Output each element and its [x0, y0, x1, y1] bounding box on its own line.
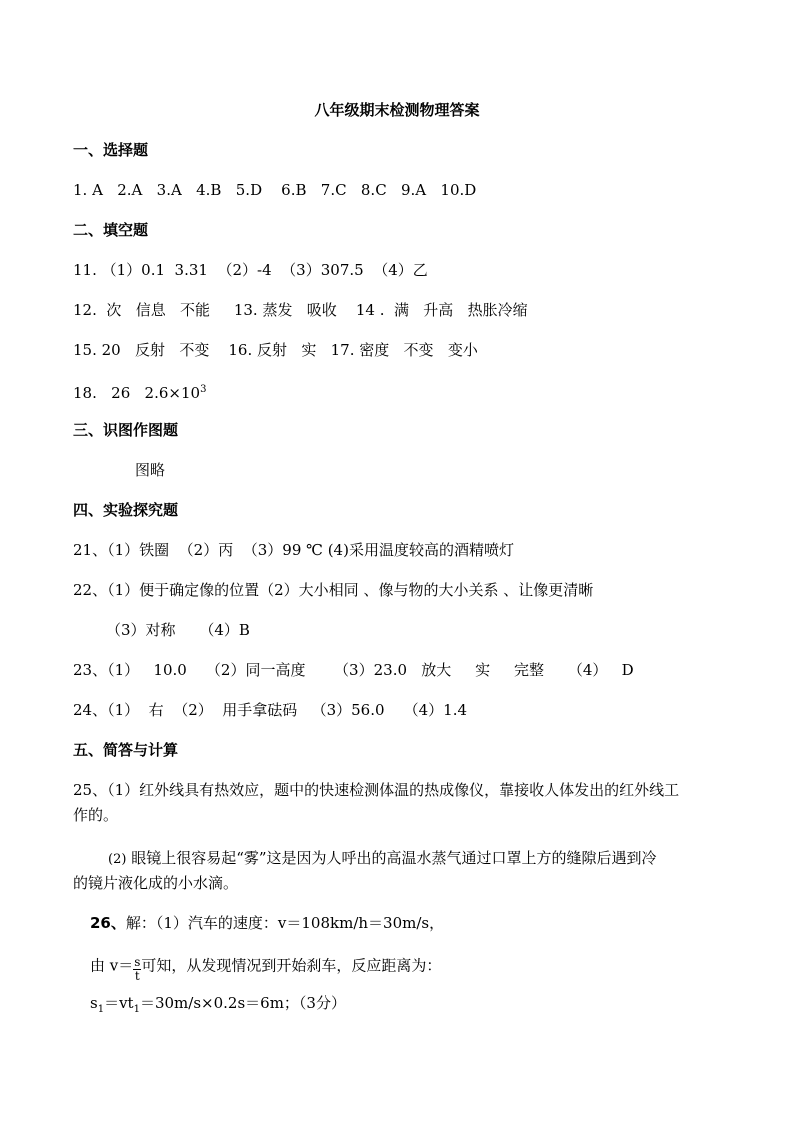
answer-q25-part2-number: (2) [108, 852, 127, 867]
answer-q18-exponent: 3 [200, 384, 207, 395]
velocity-time-term: ＝vt [104, 994, 134, 1012]
answer-q25-part1-line1: 25、（1）红外线具有热效应，题中的快速检测体温的热成像仪，靠接收人体发出的红外线工 [73, 781, 680, 799]
answer-q26-label: 26、 [90, 914, 126, 932]
fraction-denominator: t [134, 969, 140, 983]
section-choice-heading: 一、选择题 [73, 141, 149, 159]
answer-q15-17: 15. 20 反射 不变 16. 反射 实 17. 密度 不变 变小 [73, 341, 478, 359]
answer-q26-line2 [90, 953, 442, 983]
answer-q26-line3 [90, 993, 346, 1020]
answer-q22-line2: （3）对称 （4）B [106, 621, 250, 639]
answer-q26-formula-prefix: 由 v＝ [90, 956, 134, 975]
answer-q25-part2-line2: 的镜片液化成的小水滴。 [73, 874, 239, 892]
answer-q18-text: 18. 26 2.6×10 [73, 384, 201, 402]
answer-q26-text1: 解：（1）汽车的速度：v＝108km/h＝30m/s， [125, 914, 445, 932]
answer-q12-14: 12. 次 信息 不能 13. 蒸发 吸收 14 . 满 升高 热胀冷缩 [73, 301, 528, 319]
answer-q24: 24、（1） 右 （2） 用手拿砝码 （3）56.0 （4）1.4 [73, 701, 468, 719]
section-fill-heading: 二、填空题 [73, 221, 149, 239]
answer-q23: 23、（1） 10.0 （2）同一高度 （3）23.0 放大 实 完整 （4） D [73, 661, 634, 679]
section-calc-heading: 五、简答与计算 [73, 741, 179, 759]
fraction-numerator: s [134, 955, 141, 969]
answer-q25-part1-line2: 作的。 [73, 806, 119, 824]
answer-q26-line1 [90, 913, 444, 933]
answer-q25-part2-line1 [108, 848, 657, 870]
section-diagram-heading: 三、识图作图题 [73, 421, 179, 439]
answer-q25-part2-text: 眼镜上很容易起“雾”这是因为人呼出的高温水蒸气通过口罩上方的缝隙后遇到冷 [131, 849, 657, 867]
distance-subscript: 1 [97, 1004, 105, 1015]
answer-q26-formula-suffix: 可知，从发现情况到开始刹车，反应距离为： [141, 956, 442, 975]
choice-answers: 1. A 2.A 3.A 4.B 5.D 6.B 7.C 8.C 9.A 10.D [73, 181, 477, 199]
time-subscript: 1 [133, 1004, 140, 1015]
answer-q18 [73, 380, 206, 403]
distance-result: ＝30m/s×0.2s＝6m；（3分） [139, 994, 346, 1012]
diagram-omitted: 图略 [135, 461, 166, 479]
answer-q21: 21、（1）铁圈 （2）丙 （3）99 ℃ (4)采用温度较高的酒精喷灯 [73, 541, 514, 559]
answer-q22-line1: 22、（1）便于确定像的位置（2）大小相同 、像与物的大小关系 、让像更清晰 [73, 581, 594, 599]
distance-symbol: s [90, 994, 98, 1012]
velocity-fraction [133, 956, 141, 983]
document-title: 八年级期末检测物理答案 [314, 101, 480, 119]
section-experiment-heading: 四、实验探究题 [73, 501, 179, 519]
answer-q11: 11. （1）0.1 3.31 （2）-4 （3）307.5 （4）乙 [73, 261, 428, 279]
